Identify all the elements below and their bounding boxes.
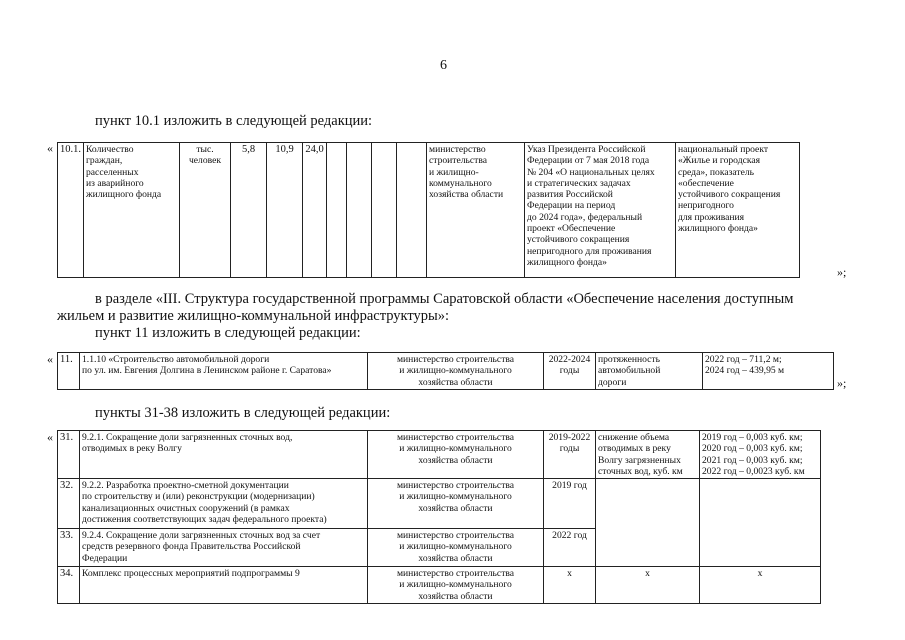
indicator-cell: х — [596, 567, 700, 604]
paragraph-section-iii-a: в разделе «III. Структура государственной программы Саратовской области «Обеспечение населения доступным — [95, 291, 794, 307]
quote-close: »; — [837, 376, 847, 390]
event-name: Комплекс процессных мероприятий подпрограммы 9 — [80, 567, 368, 604]
event-name: 9.2.1. Сокращение доли загрязненных сточных вод, отводимых в реку Волгу — [80, 431, 368, 479]
empty-cell — [372, 143, 397, 278]
ministry-cell: министерство строительства и жилищно- коммунального хозяйства области — [427, 143, 525, 278]
empty-cell — [397, 143, 427, 278]
period-cell: 2019-2022 годы — [544, 431, 596, 479]
values-cell: 2019 год – 0,003 куб. км; 2020 год – 0,003 куб. км; 2021 год – 0,003 куб. км; 2022 год – 0,0023 куб. км — [700, 431, 821, 479]
row-number: 11. — [58, 353, 80, 390]
ministry-cell: министерство строительства и жилищно-коммунального хозяйства области — [368, 353, 544, 390]
row-number: 31. — [58, 431, 80, 479]
table-row — [58, 353, 834, 390]
value-2022: 24,0 — [303, 143, 327, 278]
table-11 — [57, 352, 834, 390]
table-31-34 — [57, 430, 821, 604]
project-cell: национальный проект «Жилье и городская среда», показатель «обеспечение устойчивого сокращения непригодного для проживания жилищного фонда» — [676, 143, 800, 278]
value-2021: 10,9 — [267, 143, 303, 278]
value-2020: 5,8 — [231, 143, 267, 278]
unit-cell: тыс. человек — [180, 143, 231, 278]
ministry-cell: министерство строительства и жилищно-коммунального хозяйства области — [368, 529, 544, 567]
indicator-cell: снижение объема отводимых в реку Волгу загрязненных сточных вод, куб. км — [596, 431, 700, 479]
row-number: 34. — [58, 567, 80, 604]
ministry-cell: министерство строительства и жилищно-коммунального хозяйства области — [368, 431, 544, 479]
event-name: 9.2.4. Сокращение доли загрязненных сточных вод за счет средств резервного фонда Правительства Российской Федерации — [80, 529, 368, 567]
paragraph-31-38: пункты 31-38 изложить в следующей редакции: — [95, 405, 391, 421]
quote-close: »; — [837, 265, 847, 279]
table-row — [58, 143, 800, 278]
event-name: 1.1.10 «Строительство автомобильной дороги по ул. им. Евгения Долгина в Ленинском районе г. Саратова» — [80, 353, 368, 390]
paragraph-section-iii-b: жильем и развитие жилищно-коммунальной инфраструктуры»: — [57, 308, 450, 324]
empty-cell — [347, 143, 372, 278]
event-name: 9.2.2. Разработка проектно-сметной документации по строительству и (или) реконструкции (модернизации) канализационных очистных сооружений (в рамках достижения соответствующих задач федерального проекта) — [80, 479, 368, 529]
table-10-1 — [57, 142, 800, 278]
period-cell: х — [544, 567, 596, 604]
quote-open: « — [47, 141, 53, 155]
indicator-cell-merged — [596, 479, 700, 567]
table-row — [58, 431, 821, 479]
quote-open: « — [47, 352, 53, 366]
values-cell: х — [700, 567, 821, 604]
paragraph-11: пункт 11 изложить в следующей редакции: — [95, 325, 361, 341]
table-row — [58, 479, 821, 529]
period-cell: 2022-2024 годы — [544, 353, 596, 390]
row-number: 33. — [58, 529, 80, 567]
values-cell-merged — [700, 479, 821, 567]
empty-cell — [327, 143, 347, 278]
row-number: 32. — [58, 479, 80, 529]
indicator-name: Количество граждан, расселенных из аварийного жилищного фонда — [84, 143, 180, 278]
values-cell: 2022 год – 711,2 м; 2024 год – 439,95 м — [703, 353, 834, 390]
page-number: 6 — [440, 58, 447, 73]
indicator-cell: протяженность автомобильной дороги — [596, 353, 703, 390]
quote-open: « — [47, 430, 53, 444]
ministry-cell: министерство строительства и жилищно-коммунального хозяйства области — [368, 479, 544, 529]
paragraph-10-1: пункт 10.1 изложить в следующей редакции: — [95, 113, 373, 129]
row-number: 10.1. — [58, 143, 84, 278]
period-cell: 2022 год — [544, 529, 596, 567]
table-row — [58, 567, 821, 604]
period-cell: 2019 год — [544, 479, 596, 529]
ministry-cell: министерство строительства и жилищно-коммунального хозяйства области — [368, 567, 544, 604]
basis-cell: Указ Президента Российской Федерации от 7 мая 2018 года № 204 «О национальных целях и стратегических задачах развития Российской Федерации на период до 2024 года», федеральный проект «Обеспечение устойчивого сокращения непригодного для проживания жилищного фонда» — [525, 143, 676, 278]
